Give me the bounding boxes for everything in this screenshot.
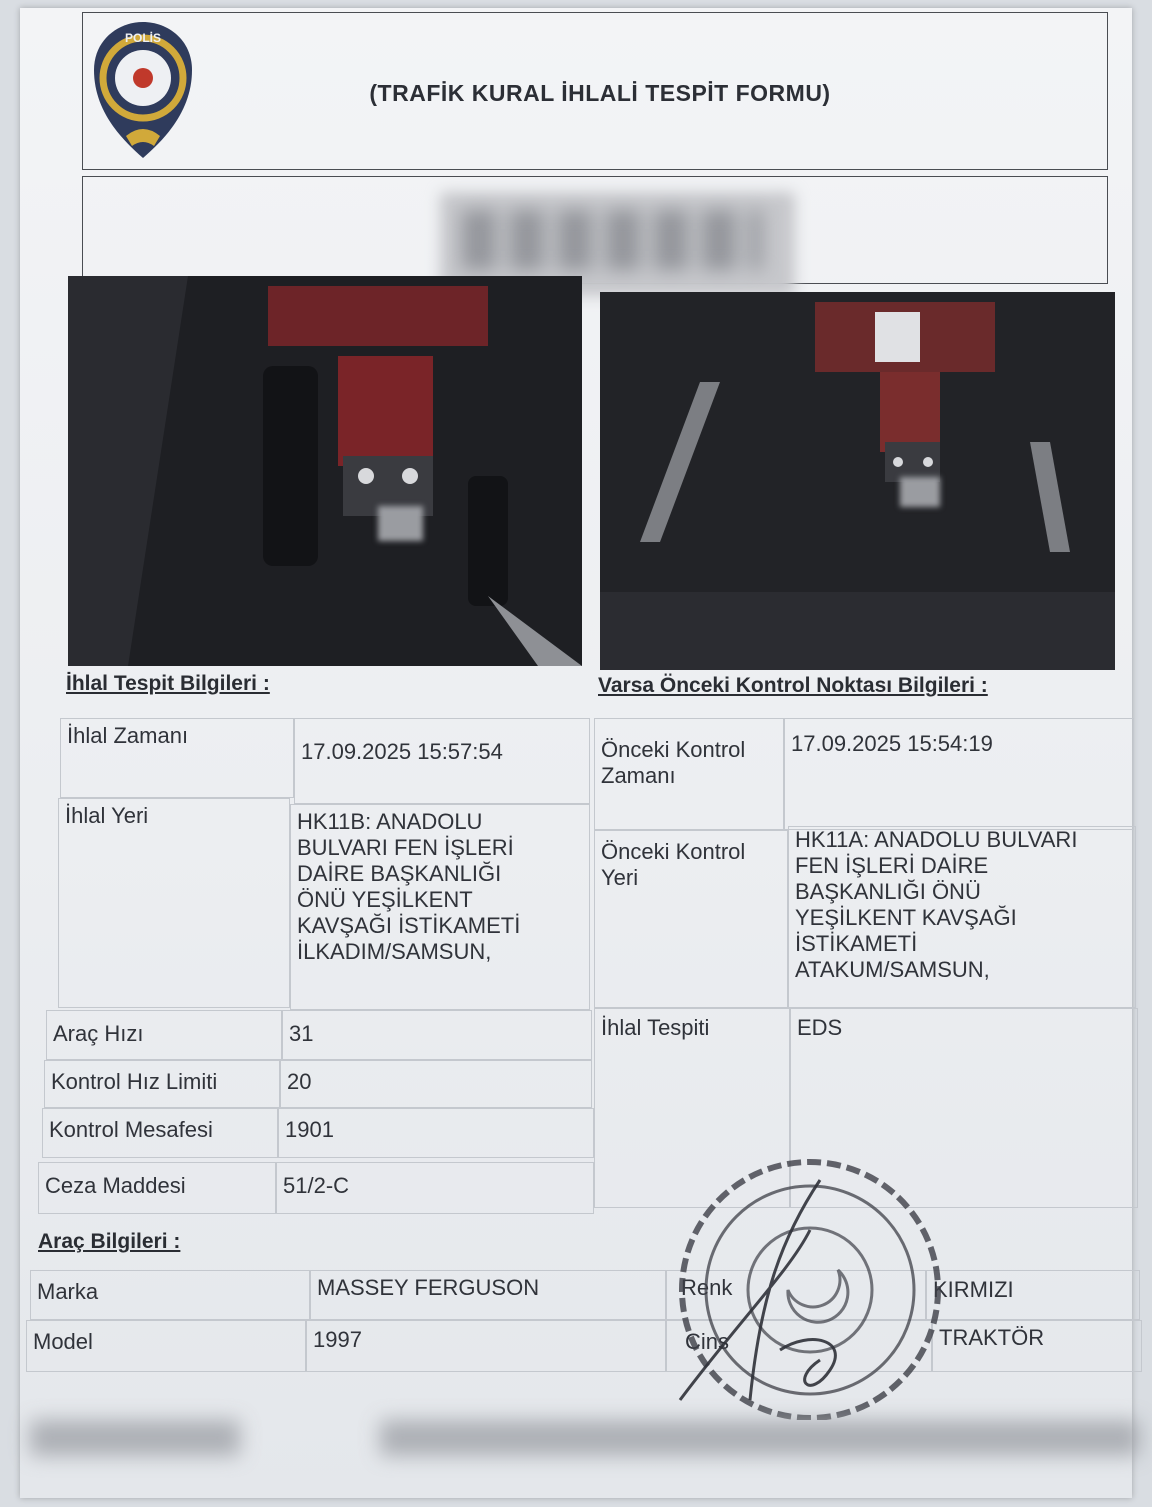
redacted-footer-left <box>30 1420 240 1456</box>
previous-control-photo <box>600 292 1115 670</box>
type-label: Cins <box>666 1320 932 1372</box>
violation-time-value: 17.09.2025 15:57:54 <box>294 718 590 804</box>
type-value: TRAKTÖR <box>932 1320 1142 1372</box>
previous-place-value: HK11A: ANADOLU BULVARI FEN İŞLERİ DAİRE BAŞKANLIĞI ÖNÜ YEŞİLKENT KAVŞAĞI İSTİKAMETİ ATAKUM/SAMSUN, <box>788 826 1136 1008</box>
brand-label: Marka <box>30 1270 310 1320</box>
official-stamp-icon <box>660 1140 960 1420</box>
previous-place-label: Önceki Kontrol Yeri <box>594 830 788 1008</box>
logo-text: POLİS <box>124 31 162 45</box>
penalty-article-value: 51/2-C <box>276 1162 594 1214</box>
model-label: Model <box>26 1320 306 1372</box>
violation-photo <box>68 276 582 666</box>
vehicle-section-title: Araç Bilgileri : <box>38 1230 181 1253</box>
violation-time-label: İhlal Zamanı <box>60 718 294 798</box>
previous-time-label: Önceki Kontrol Zamanı <box>594 718 784 830</box>
violation-place-value: HK11B: ANADOLU BULVARI FEN İŞLERİ DAİRE BAŞKANLIĞI ÖNÜ YEŞİLKENT KAVŞAĞI İSTİKAMETİ İLKADIM/SAMSUN, <box>290 804 590 1010</box>
redacted-plate-text <box>462 210 762 270</box>
brand-value: MASSEY FERGUSON <box>310 1270 666 1320</box>
form-title: (TRAFİK KURAL İHLALİ TESPİT FORMU) <box>369 80 831 106</box>
speed-limit-value: 20 <box>280 1060 592 1108</box>
penalty-article-label: Ceza Maddesi <box>38 1162 276 1214</box>
model-value: 1997 <box>306 1320 666 1372</box>
speed-value: 31 <box>282 1010 592 1060</box>
control-distance-value: 1901 <box>278 1108 594 1158</box>
speed-label: Araç Hızı <box>46 1010 282 1060</box>
violation-place-label: İhlal Yeri <box>58 798 290 1008</box>
previous-section-title: Varsa Önceki Kontrol Noktası Bilgileri : <box>598 674 988 697</box>
speed-limit-label: Kontrol Hız Limiti <box>44 1060 280 1108</box>
tractor-photo-left-illustration <box>68 276 582 666</box>
violation-section-title: İhlal Tespit Bilgileri : <box>66 672 270 695</box>
tractor-photo-right-illustration <box>600 292 1115 670</box>
detection-label: İhlal Tespiti <box>594 1008 790 1208</box>
color-value: KIRMIZI <box>926 1270 1140 1320</box>
color-label: Renk <box>666 1270 926 1320</box>
redacted-footer-right <box>380 1420 1140 1456</box>
detection-value: EDS <box>790 1008 1138 1208</box>
police-emblem-icon <box>88 18 198 163</box>
previous-time-value: 17.09.2025 15:54:19 <box>784 718 1134 830</box>
control-distance-label: Kontrol Mesafesi <box>42 1108 278 1158</box>
